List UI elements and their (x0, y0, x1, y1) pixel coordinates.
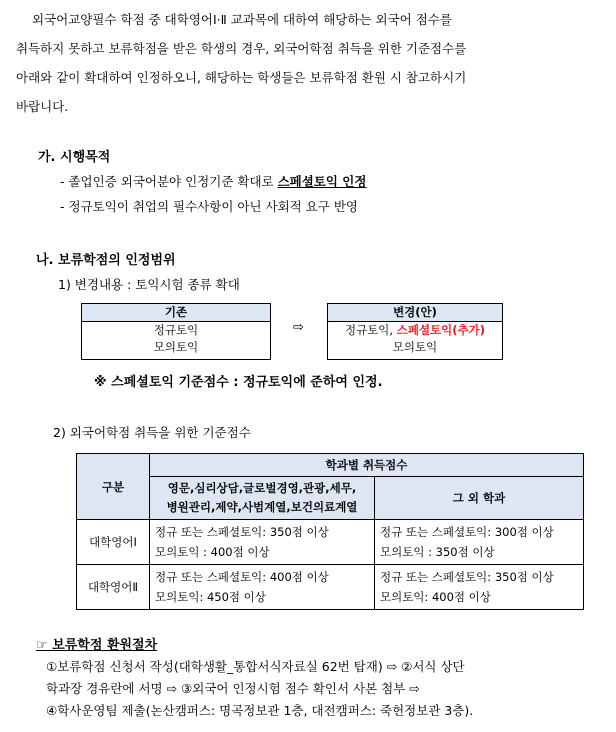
before-box (81, 303, 271, 360)
dept-group-1-line-1: 영문,심리상담,글로벌경영,관광,세무, (167, 481, 357, 495)
section-a-item-1-emphasis: 스페셜토익 인정 (277, 174, 367, 189)
row-cell-group-2 (375, 520, 584, 565)
procedure-title-text: 보류학점 환원절차 (52, 638, 158, 653)
pointing-hand-icon: ☞ (36, 638, 48, 653)
cell-line: 정규 또는 스페셜토익: 400점 이상 (155, 570, 329, 584)
dept-group-1-line-2: 병원관리,제약,사범계열,보건의료계열 (166, 500, 358, 514)
table-group-header: 학과별 취득점수 (150, 454, 584, 477)
cell-line: 모의토익 : 350점 이상 (380, 545, 495, 559)
cell-line: 모의토익: 450점 이상 (155, 590, 266, 604)
table-row (77, 520, 584, 565)
after-box-special-toeic: 스페셜토익(추가) (396, 323, 486, 337)
after-box-line-1-text: 정규토익, (344, 323, 397, 337)
after-box-line-2: 모의토익 (392, 340, 438, 354)
section-b-sub-2: 2) 외국어학점 취득을 위한 기준점수 (53, 425, 251, 440)
intro-line-4: 바랍니다. (16, 99, 69, 114)
row-cell-group-1 (150, 565, 375, 610)
procedure-line-3: ④학사운영팀 제출(논산캠퍼스: 명곡정보관 1층, 대전캠퍼스: 죽헌정보관 3층). (46, 703, 474, 718)
intro-line-1: 외국어교양필수 학점 중 대학영어Ⅰ·Ⅱ 교과목에 대하여 해당하는 외국어 점수를 (32, 12, 452, 27)
after-box-line-1 (328, 322, 502, 339)
section-a-title: 가. 시행목적 (38, 150, 111, 165)
section-a-item-1 (60, 172, 366, 190)
table-dept-group-2: 그 외 학과 (375, 477, 584, 520)
cell-line: 정규 또는 스페셜토익: 350점 이상 (155, 525, 329, 539)
cell-line: 모의토익: 400점 이상 (380, 590, 491, 604)
cell-line: 정규 또는 스페셜토익: 350점 이상 (380, 570, 554, 584)
intro-line-3: 아래와 같이 확대하여 인정하오니, 해당하는 학생들은 보류학점 환원 시 참고하시기 (16, 70, 467, 85)
section-a-item-2: - 정규토익이 취업의 필수사항이 아닌 사회적 요구 반영 (60, 199, 358, 214)
procedure-line-1: ①보류학점 신청서 작성(대학생활_통합서식자료실 62번 탑재) ⇨ ②서식 상단 (46, 659, 465, 674)
table-col-label: 구분 (77, 454, 150, 520)
table-row (77, 565, 584, 610)
row-label: 대학영어Ⅱ (77, 565, 150, 610)
score-table (76, 453, 584, 610)
row-cell-group-2 (375, 565, 584, 610)
section-b-sub-1: 1) 변경내용 : 토익시험 종류 확대 (58, 277, 240, 292)
procedure-title (36, 634, 157, 653)
intro-line-2: 취득하지 못하고 보류학점을 받은 학생의 경우, 외국어학점 취득을 위한 기준점수를 (16, 41, 467, 56)
section-b-title: 나. 보류학점의 인정범위 (36, 253, 176, 268)
before-box-line-2: 모의토익 (153, 340, 199, 354)
procedure-steps (46, 656, 586, 722)
before-box-line-1: 정규토익 (153, 323, 199, 337)
section-a-item-1-text: - 졸업인증 외국어분야 인정기준 확대로 (60, 174, 278, 189)
after-box (327, 303, 503, 360)
row-cell-group-1 (150, 520, 375, 565)
procedure-line-2: 학과장 경유란에 서명 ⇨ ③외국어 인정시험 점수 확인서 사본 첨부 ⇨ (46, 681, 420, 696)
special-toeic-note: ※ 스페셜토익 기준점수 : 정규토익에 준하여 인정. (94, 375, 383, 390)
before-box-header: 기존 (82, 304, 270, 322)
row-label: 대학영어Ⅰ (77, 520, 150, 565)
cell-line: 모의토익 : 400점 이상 (155, 545, 270, 559)
cell-line: 정규 또는 스페셜토익: 300점 이상 (380, 525, 554, 539)
table-dept-group-1 (150, 477, 375, 520)
intro-paragraph (16, 5, 596, 121)
after-box-header: 변경(안) (328, 304, 502, 322)
arrow-icon: ⇨ (293, 320, 304, 335)
